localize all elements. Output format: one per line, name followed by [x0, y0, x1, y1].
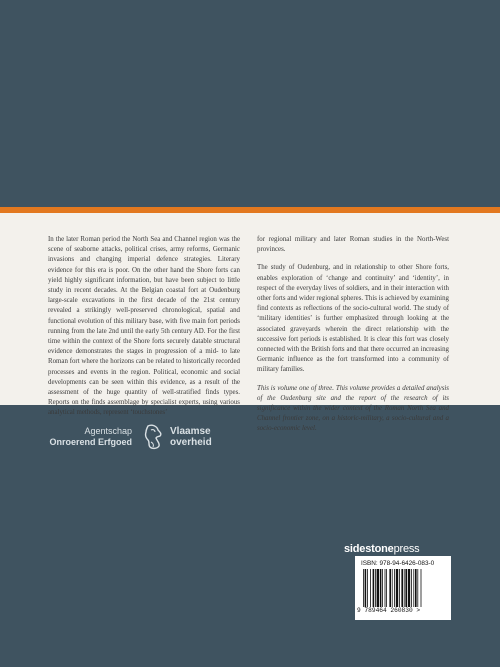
agency-name-line2: Onroerend Erfgoed [49, 437, 132, 447]
barcode-bar [385, 569, 386, 607]
barcode-bar [363, 569, 364, 607]
blurb-paragraph: The study of Oudenburg, and in relationship to other Shore forts, enables exploration of ‘change and continuity’ and ‘identity’, in respect of the everyday lives of soldiers, and in their interaction with other forts and wider regional spheres. This is achieved by examining find contexts as reflections of the socio-cultural world. The study of ‘military identities’ is further emphasized through looking at the associated graveyards wherein the direct relationship with the successive fort periods is established. It is clear this fort was closely connected with the British forts and that there occurred an increasing Germanic influence as the fort transformed into a community of military families. [257, 264, 449, 374]
barcode-bar [386, 569, 387, 607]
barcode-bar [389, 569, 391, 607]
barcode-bar [377, 569, 379, 607]
barcode-bar [380, 569, 382, 607]
barcode-bar [394, 569, 395, 607]
barcode-bar [413, 569, 414, 607]
government-name [170, 426, 212, 448]
barcode-bars [363, 569, 445, 607]
blurb-continuation: for regional military and later Roman studies in the North-West provinces. [257, 236, 449, 254]
barcode-bar [396, 569, 398, 607]
volume-note: This is volume one of three. This volume provides a detailed analysis of the Oudenburg site and the report of the research of its significance within the wider context of the Roman North Sea and Channel frontier zone, on a historic-military, a socio-cultural and a socio-economic level. [257, 384, 449, 433]
blurb-column-left [48, 235, 240, 427]
barcode-bar [411, 569, 412, 607]
blurb-paragraph: In the later Roman period the North Sea and Channel region was the scene of seaborne attacks, political crises, army reforms, Germanic invasions and changing imperial defence strategies. Literary evidence for this era is poor. On the other hand the Shore forts can yield highly significant information, but have been subject to little study in recent decades. At the Belgian coastal fort at Oudenburg large-scale excavations in the first decade of the 21st century revealed a strikingly well-preserved chronological, spatial and functional evolution of this military base, with five main fort periods running from the late 2nd until the early 5th century AD. For the first time within the context of the Shore forts securely datable structural evidence demonstrates the stages in progression of a mid- to late Roman fort where the horizons can be related to historically recorded processes and events in the region. Political, economic and social developments can be seen within this evidence, as a result of the assessment of the huge quantity of well-stratified finds types. Reports on the finds assemblage by specialist experts, using various analytical methods, represent ‘touchstones’ [48, 236, 240, 417]
barcode-bar [370, 569, 371, 607]
government-name-line2: overheid [170, 437, 212, 448]
flemish-lion-icon [142, 424, 164, 450]
barcode-bar [373, 569, 375, 607]
isbn-label: ISBN: 978-94-6426-083-0 [361, 560, 435, 567]
barcode-digits: 9 789464 260830 > [357, 607, 421, 614]
cover-top-band [0, 0, 500, 207]
barcode-bar [401, 569, 403, 607]
agency-name-line1: Agentschap [84, 426, 132, 436]
agency-name [48, 426, 132, 448]
barcode-bar [399, 569, 400, 607]
publisher-name-bold: sidestone [344, 543, 394, 555]
barcode-bar [404, 569, 405, 607]
publisher-name-light: press [393, 543, 420, 555]
publisher-logo [344, 543, 419, 555]
barcode-bar [408, 569, 410, 607]
isbn-barcode [355, 556, 451, 620]
barcode-bar [405, 569, 407, 607]
barcode-bar [415, 569, 417, 607]
blurb-column-right [257, 235, 449, 443]
barcode-bar [417, 569, 418, 607]
barcode-bar [392, 569, 393, 607]
agency-logo [48, 424, 268, 464]
government-name-line1: Vlaamse [170, 426, 211, 437]
barcode-bar [365, 569, 367, 607]
barcode-bar [421, 569, 422, 607]
barcode-bar [375, 569, 376, 607]
barcode-bar [382, 569, 383, 607]
barcode-bar [367, 569, 368, 607]
